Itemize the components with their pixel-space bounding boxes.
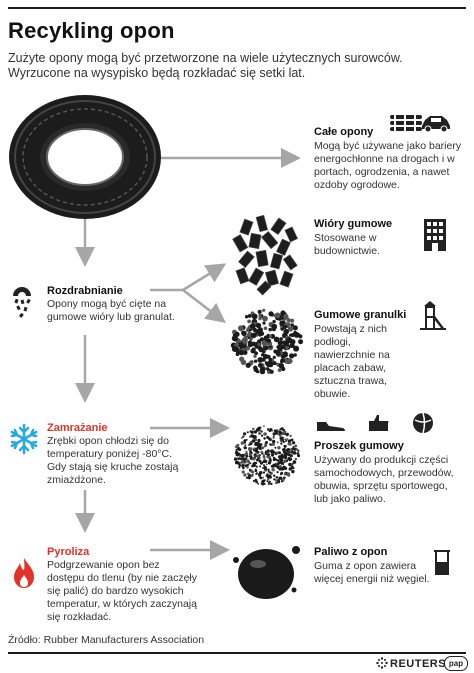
playground-icon <box>420 300 446 330</box>
product-title-rubber-chips: Wióry gumowe <box>314 218 393 230</box>
building-icon <box>423 218 447 252</box>
product-title-granules: Gumowe granulki <box>314 309 407 321</box>
product-text-whole-tires: Mogą być używane jako bariery energochłonne na drogach i w portach, ogrodzenia, a nawet ozdoby ogrodowe. <box>314 140 462 191</box>
pap-credit: pap <box>444 656 468 671</box>
tire-icon <box>6 92 164 222</box>
rubber-chips-image <box>232 214 302 296</box>
step-title-freezing: Zamrażanie <box>47 422 108 434</box>
step-text-freezing: Zrębki opon chłodzi się do temperatury poniżej -80°C. Gdy stają się kruche zostają zmiażdżone. <box>47 435 179 486</box>
car-icon <box>420 112 452 134</box>
product-text-rubber-chips: Stosowane w budownictwie. <box>314 232 380 257</box>
product-title-whole-tires: Całe opony <box>314 126 374 138</box>
reuters-credit: REUTERS <box>390 658 447 670</box>
step-title-shredding: Rozdrabnianie <box>47 285 123 297</box>
step-text-shredding: Opony mogą być cięte na gumowe wióry lub granulat. <box>47 298 175 323</box>
step-text-pyrolysis: Podgrzewanie opon bez dostępu do tlenu (by nie zaczęły się palić) do bardzo wysokich temperatur, w których zaczynają się rozkładać. <box>47 559 198 623</box>
shoe-icon <box>316 419 346 433</box>
snowflake-icon <box>8 423 40 455</box>
rubber-powder-image <box>232 422 302 488</box>
ball-icon <box>412 412 434 434</box>
hand-icon <box>368 413 390 433</box>
rubber-granules-image <box>230 306 304 376</box>
beaker-icon <box>432 550 452 576</box>
shredder-icon <box>10 282 34 318</box>
product-text-granules: Powstają z nich podłogi, nawierzchnie na placach zabaw, sztuczna trawa, obuwie. <box>314 323 390 400</box>
product-text-powder: Używany do produkcji części samochodowych, przewodów, obuwia, sprzętu sportowego, lub jako paliwo. <box>314 454 454 505</box>
reuters-logo-icon <box>376 657 388 669</box>
tire-stack-icon <box>389 113 423 135</box>
flame-icon <box>12 557 36 589</box>
step-title-pyrolysis: Pyroliza <box>47 546 90 558</box>
bottom-rule <box>8 652 466 654</box>
product-title-powder: Proszek gumowy <box>314 440 404 452</box>
product-title-fuel: Paliwo z opon <box>314 546 388 558</box>
page-subtitle: Zużyte opony mogą być przetworzone na wiele użytecznych surowców. Wyrzucone na wysypisko będą rozkładać się setki lat. <box>8 51 403 80</box>
page-title: Recykling opon <box>8 18 175 43</box>
source-note: Źródło: Rubber Manufacturers Association <box>8 634 205 646</box>
arrow-to-chips <box>183 266 222 290</box>
oil-drop-image <box>230 540 304 602</box>
product-text-fuel: Guma z opon zawiera więcej energii niż węgiel. <box>314 560 430 585</box>
